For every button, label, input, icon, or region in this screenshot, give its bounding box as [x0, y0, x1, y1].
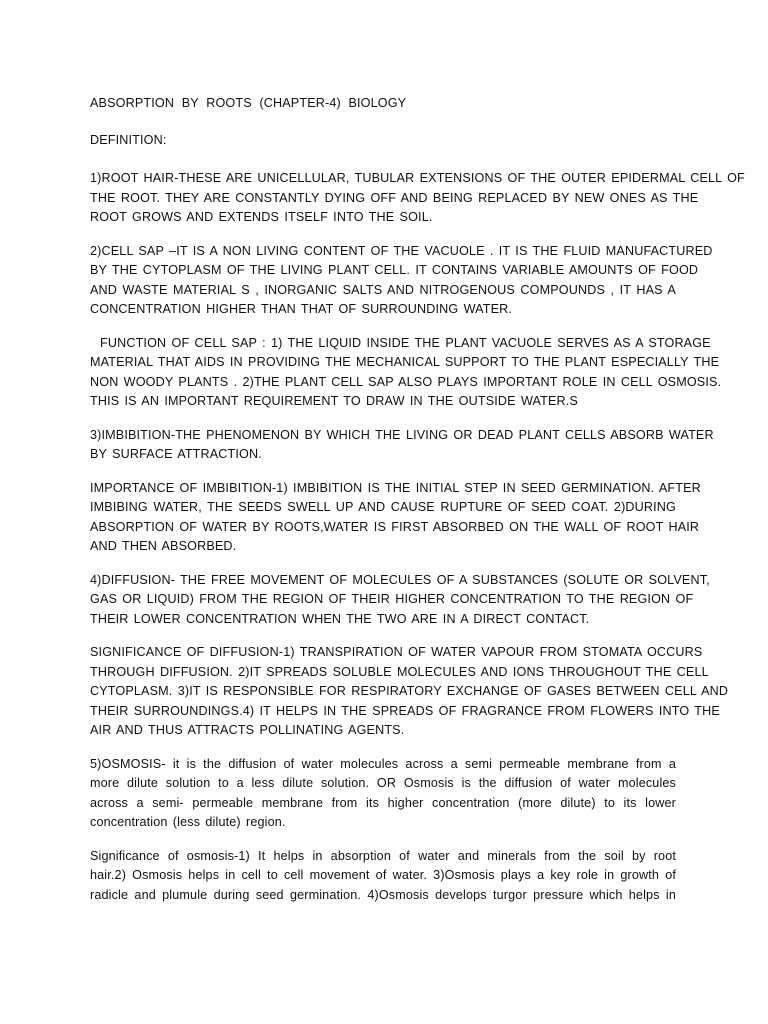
paragraph-diffusion — [90, 571, 710, 630]
text-line: 3)IMBIBITION-THE PHENOMENON BY WHICH THE LIVING OR DEAD PLANT CELLS ABSORB WATER — [90, 427, 714, 442]
text-line: ROOT GROWS AND EXTENDS ITSELF INTO THE SOIL. — [90, 210, 433, 224]
text-line: THEIR SURROUNDINGS.4) IT HELPS IN THE SPREADS OF FRAGRANCE FROM FLOWERS INTO THE — [90, 703, 720, 718]
text-line: hair.2) Osmosis helps in cell to cell movement of water. 3)Osmosis plays a key role in growth of — [90, 868, 676, 882]
paragraph-function-cell-sap — [90, 334, 722, 412]
paragraph-significance-osmosis — [90, 847, 676, 906]
text-line: GAS OR LIQUID) FROM THE REGION OF THEIR HIGHER CONCENTRATION TO THE REGION OF — [90, 592, 694, 606]
text-line: across a semi- permeable membrane from its higher concentration (more dilute) to its lower — [90, 795, 676, 810]
text-line: MATERIAL THAT AIDS IN PROVIDING THE MECHANICAL SUPPORT TO THE PLANT ESPECIALLY THE — [90, 355, 720, 369]
text-line: CONCENTRATION HIGHER THAN THAT OF SURROUNDING WATER. — [90, 302, 513, 316]
text-line: BY SURFACE ATTRACTION. — [90, 447, 262, 461]
text-line: IMPORTANCE OF IMBIBITION-1) IMBIBITION IS THE INITIAL STEP IN SEED GERMINATION. AFTER — [90, 480, 701, 495]
text-line: Significance of osmosis-1) It helps in absorption of water and minerals from the soil by root — [90, 848, 676, 863]
text-line: more dilute solution to a less dilute solution. OR Osmosis is the diffusion of water molecules — [90, 776, 676, 790]
text-line: radicle and plumule during seed germination. 4)Osmosis develops turgor pressure which helps in — [90, 887, 676, 902]
text-line: AND THEN ABSORBED. — [90, 539, 237, 553]
text-line: AIR AND THUS ATTRACTS POLLINATING AGENTS. — [90, 723, 405, 737]
text-line: 4)DIFFUSION- THE FREE MOVEMENT OF MOLECULES OF A SUBSTANCES (SOLUTE OR SOLVENT, — [90, 572, 710, 587]
text-line: 1)ROOT HAIR-THESE ARE UNICELLULAR, TUBULAR EXTENSIONS OF THE OUTER EPIDERMAL CELL OF — [90, 171, 745, 185]
definition-heading: DEFINITION: — [90, 132, 167, 147]
text-line: THROUGH DIFFUSION. 2)IT SPREADS SOLUBLE MOLECULES AND IONS THROUGHOUT THE CELL — [90, 664, 709, 679]
text-line: FUNCTION OF CELL SAP : 1) THE LIQUID INSIDE THE PLANT VACUOLE SERVES AS A STORAGE — [100, 335, 711, 350]
paragraph-imbibition — [90, 426, 714, 465]
text-line: IMBIBING WATER, THE SEEDS SWELL UP AND CAUSE RUPTURE OF SEED COAT. 2)DURING — [90, 500, 676, 514]
text-line: ABSORPTION OF WATER BY ROOTS,WATER IS FIRST ABSORBED ON THE WALL OF ROOT HAIR — [90, 519, 700, 534]
text-line: CYTOPLASM. 3)IT IS RESPONSIBLE FOR RESPIRATORY EXCHANGE OF GASES BETWEEN CELL AND — [90, 684, 729, 698]
document-title: ABSORPTION BY ROOTS (CHAPTER-4) BIOLOGY — [90, 96, 407, 110]
paragraph-cell-sap — [90, 242, 713, 320]
text-line: BY THE CYTOPLASM OF THE LIVING PLANT CELL. IT CONTAINS VARIABLE AMOUNTS OF FOOD — [90, 263, 699, 277]
paragraph-root-hair — [90, 169, 745, 228]
text-line: THEIR LOWER CONCENTRATION WHEN THE TWO ARE IN A DIRECT CONTACT. — [90, 611, 590, 626]
text-line: AND WASTE MATERIAL S , INORGANIC SALTS AND NITROGENOUS COMPOUNDS , IT HAS A — [90, 282, 676, 297]
paragraph-importance-imbibition — [90, 479, 701, 557]
text-line: NON WOODY PLANTS . 2)THE PLANT CELL SAP ALSO PLAYS IMPORTANT ROLE IN CELL OSMOSIS. — [90, 374, 722, 389]
text-line: SIGNIFICANCE OF DIFFUSION-1) TRANSPIRATION OF WATER VAPOUR FROM STOMATA OCCURS — [90, 645, 703, 659]
paragraph-significance-diffusion — [90, 643, 729, 741]
text-line: 2)CELL SAP –IT IS A NON LIVING CONTENT OF THE VACUOLE . IT IS THE FLUID MANUFACTURED — [90, 243, 713, 258]
text-line: concentration (less dilute) region. — [90, 815, 286, 829]
paragraph-osmosis — [90, 755, 676, 833]
text-line: THIS IS AN IMPORTANT REQUIREMENT TO DRAW IN THE OUTSIDE WATER.S — [90, 394, 578, 408]
text-line: 5)OSMOSIS- it is the diffusion of water molecules across a semi permeable membrane from a — [90, 756, 676, 771]
text-line: THE ROOT. THEY ARE CONSTANTLY DYING OFF AND BEING REPLACED BY NEW ONES AS THE — [90, 190, 699, 205]
